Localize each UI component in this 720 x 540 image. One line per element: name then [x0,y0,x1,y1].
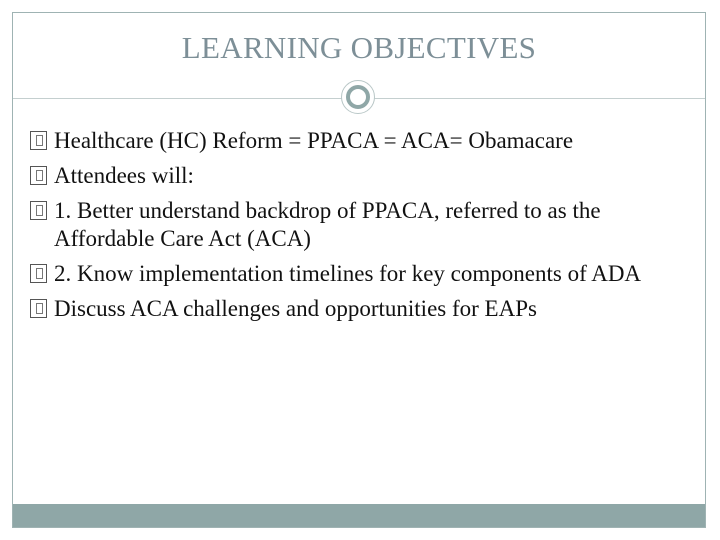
bullet-box-icon [30,166,47,185]
bullet-item [30,127,690,155]
bullet-item [30,295,690,323]
bullet-item [30,162,690,190]
bullet-box-icon [30,131,47,150]
slide-title: LEARNING OBJECTIVES [181,30,537,65]
bullet-text: Healthcare (HC) Reform = PPACA = ACA= Obamacare [54,128,574,153]
circle-ornament-icon [341,80,375,114]
bullet-box-icon [30,299,47,318]
bullet-box-icon [30,264,47,283]
bullet-text: 2. Know implementation timelines for key components of ADA [54,261,642,286]
bullet-box-icon [30,201,47,220]
bullet-list [30,127,690,330]
bullet-text: Discuss ACA challenges and opportunities for EAPs [54,296,537,321]
bullet-text: 1. Better understand backdrop of PPACA, referred to as the Affordable Care Act (ACA) [54,198,601,251]
footer-bar [13,504,705,527]
circle-ornament-inner [346,85,370,109]
bullet-item [30,197,690,253]
bullet-text: Attendees will: [54,163,194,188]
bullet-item [30,260,690,288]
